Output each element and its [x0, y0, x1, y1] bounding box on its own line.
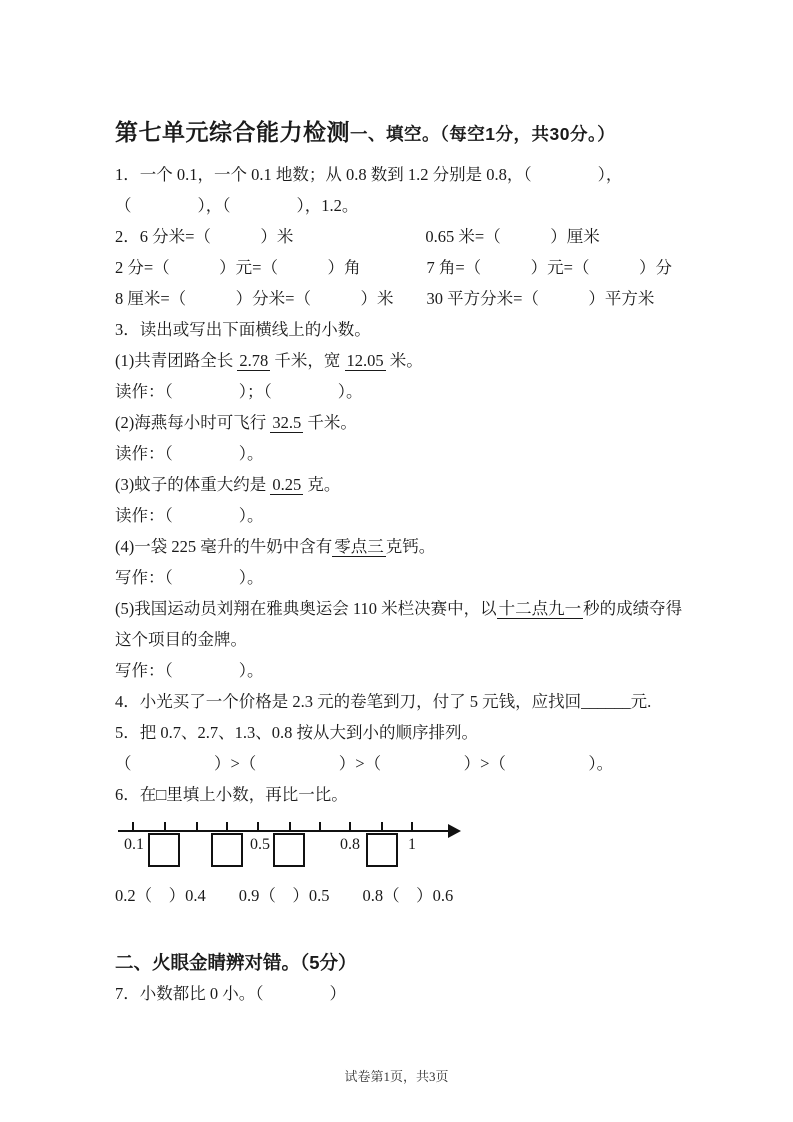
page-title	[115, 114, 697, 147]
question-3-write-5: 写作：（ ）。	[115, 661, 264, 680]
tick-mark	[289, 822, 291, 831]
question-4: 4．小光买了一个价格是 2.3 元的卷笔到刀，付了 5 元钱，应找回______元.	[115, 692, 652, 711]
text-segment: 克。	[303, 475, 341, 494]
page-content	[115, 114, 697, 1009]
nl-label-1: 1	[408, 836, 416, 853]
text-segment: 千米。	[303, 413, 357, 432]
unit-title: 第七单元综合能力检测	[115, 119, 350, 145]
tick-mark	[257, 822, 259, 831]
question-5-stem: 5．把 0.7、2.7、1.3、0.8 按从大到小的顺序排列。	[115, 723, 478, 742]
number-line-diagram	[115, 812, 697, 874]
text-segment: (2)海燕每小时可飞行	[115, 413, 271, 432]
text-segment: 秒的成绩夺得	[583, 599, 683, 618]
question-2-line-3: 8 厘米=（ ）分米=（ ）米 30 平方分米=（ ）平方米	[115, 289, 655, 308]
nl-answer-box-1	[148, 833, 180, 867]
text-segment: (4)一袋 225 毫升的牛奶中含有	[115, 537, 333, 556]
tick-mark	[132, 822, 134, 831]
underlined-words: 零点三	[334, 537, 384, 556]
question-3-read-1: 读作：（ ）；（ ）。	[115, 382, 363, 401]
question-3-item-4	[115, 531, 697, 562]
question-2-line-1: 2．6 分米=（ ）米 0.65 米=（ ）厘米	[115, 227, 600, 246]
text-segment: (3)蚊子的体重大约是	[115, 475, 271, 494]
underlined-number: 0.25	[272, 475, 302, 494]
question-3-item-1	[115, 345, 697, 376]
tick-mark	[381, 822, 383, 831]
underlined-words: 十二点九一	[498, 599, 582, 618]
nl-answer-box-2	[211, 833, 243, 867]
question-3-item-5	[115, 593, 697, 624]
question-3-stem: 3．读出或写出下面横线上的小数。	[115, 320, 371, 339]
question-7: 7．小数都比 0 小。（ ）	[115, 984, 346, 1003]
nl-label-0-5: 0.5	[250, 836, 270, 853]
section-one-heading: 一、填空。（每空1分，共30分。）	[350, 124, 616, 144]
question-5-answer-row: （ ）>（ ）>（ ）>（ ）。	[115, 754, 614, 773]
question-6-compare-row: 0.2（ ）0.4 0.9（ ）0.5 0.8（ ）0.6	[115, 886, 454, 905]
question-3-item-3	[115, 469, 697, 500]
tick-mark	[226, 822, 228, 831]
question-1-line-2: （ ），（ ），1.2。	[115, 196, 359, 215]
text-segment: 克钙。	[385, 537, 436, 556]
text-segment: (5)我国运动员刘翔在雅典奥运会 110 米栏决赛中，以	[115, 599, 497, 618]
nl-answer-box-3	[273, 833, 305, 867]
tick-mark	[411, 822, 413, 831]
underlined-number: 2.78	[239, 351, 269, 370]
tick-mark	[196, 822, 198, 831]
section-two-heading: 二、火眼金睛辨对错。（5分）	[115, 952, 357, 973]
underlined-number: 32.5	[272, 413, 302, 432]
question-3-write-4: 写作：（ ）。	[115, 568, 264, 587]
tick-mark	[319, 822, 321, 831]
text-segment: 米。	[385, 351, 423, 370]
text-segment: 千米，宽	[270, 351, 345, 370]
arrowhead-icon	[448, 824, 461, 838]
question-3-item-2	[115, 407, 697, 438]
text-segment: (1)共青团路全长	[115, 351, 238, 370]
page-footer: 试卷第1页，共3页	[344, 1069, 449, 1084]
question-6-stem: 6．在□里填上小数，再比一比。	[115, 785, 348, 804]
nl-label-0-1: 0.1	[124, 836, 144, 853]
nl-label-0-8: 0.8	[340, 836, 360, 853]
underlined-number: 12.05	[346, 351, 384, 370]
nl-answer-box-4	[366, 833, 398, 867]
question-1-line-1: 1．一个 0.1，一个 0.1 地数；从 0.8 数到 1.2 分别是 0.8，（ ），	[115, 165, 623, 184]
tick-mark	[349, 822, 351, 831]
question-3-read-3: 读作：（ ）。	[115, 506, 264, 525]
number-line-axis	[118, 830, 450, 832]
tick-mark	[164, 822, 166, 831]
question-3-item-5-cont: 这个项目的金牌。	[115, 630, 247, 649]
question-2-line-2: 2 分=（ ）元=（ ）角 7 角=（ ）元=（ ）分	[115, 258, 672, 277]
question-3-read-2: 读作：（ ）。	[115, 444, 264, 463]
